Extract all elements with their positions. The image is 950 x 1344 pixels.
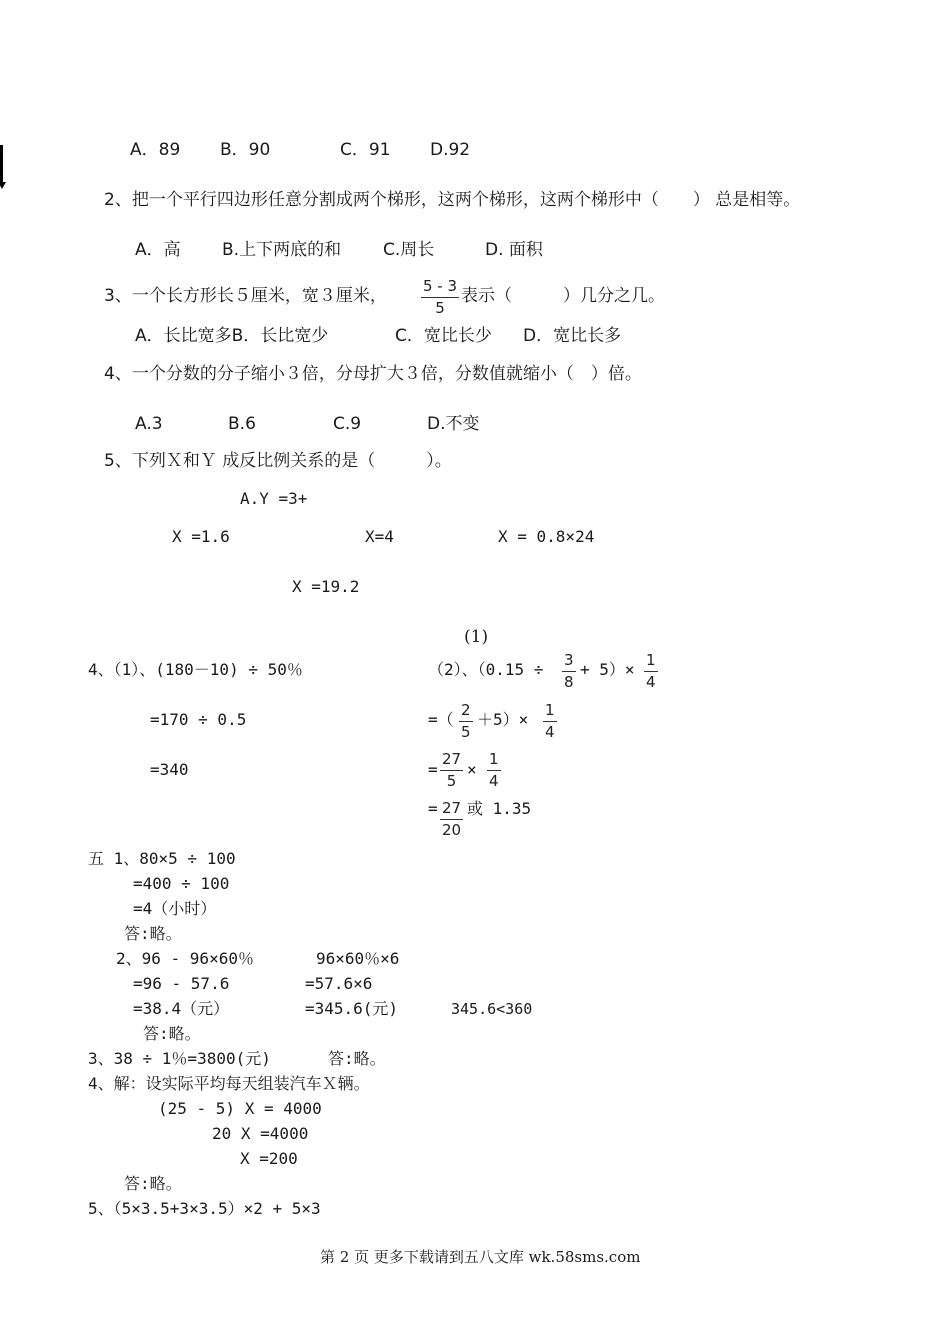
p5-1-line-2: =400 ÷ 100: [133, 874, 230, 893]
q4-question: 4、一个分数的分子缩小３倍，分母扩大３倍，分数值就缩小（ ）倍。: [104, 364, 642, 384]
q2-question: 2、把一个平行四边形任意分割成两个梯形，这两个梯形，这两个梯形中（ ） 总是相等。: [104, 190, 801, 210]
calc1-line-1: 4、（1）、(180－10) ÷ 50％: [88, 660, 303, 679]
fraction-numerator: 1: [489, 750, 499, 768]
calc2-line4-pre: =: [428, 799, 438, 818]
p5-5-line-1: 5、（5×3.5+3×3.5）×2 + 5×3: [88, 1199, 321, 1218]
p5-2-a-line-2: =96 - 57.6: [133, 974, 230, 993]
calc2-line2-pre: =（: [428, 710, 454, 729]
fraction-denominator: 20: [442, 821, 462, 839]
p5-2-b-line-1: 96×60％×6: [316, 949, 400, 968]
calc2-fraction-1-4-a: [644, 652, 658, 691]
p5-4-line-1: 4、解：设实际平均每天组装汽车Ｘ辆。: [88, 1074, 370, 1093]
p5-2-a-line-1: 2、96 - 96×60％: [116, 949, 254, 968]
q1-option-b: B．90: [220, 140, 271, 160]
fraction-denominator: 4: [646, 673, 656, 691]
p5-4-answer: 答:略。: [124, 1174, 182, 1193]
fraction-denominator: 5: [446, 772, 457, 790]
q4-option-b: B.6: [228, 414, 256, 434]
q3-fraction-numerator: 5 - 3: [423, 277, 458, 295]
q3-option-c: C．宽比长少: [395, 326, 492, 346]
q4-option-d: D.不变: [427, 414, 480, 434]
calc2-line1-mid: + 5）×: [580, 660, 635, 679]
calc1-line-3: =340: [150, 760, 189, 779]
calc2-line4-post: 或 1.35: [467, 799, 532, 818]
calc2-fraction-27-5: [440, 751, 463, 790]
p5-2-comparison: 345.6<360: [451, 1000, 533, 1018]
q2-option-a: A．高: [135, 240, 181, 260]
q3-option-d: D．宽比长多: [523, 326, 622, 346]
q2-option-b: B.上下两底的和: [222, 240, 342, 260]
fraction-denominator: 4: [489, 772, 499, 790]
calc2-line1-pre: （2）、（0.15 ÷: [428, 660, 544, 679]
calc2-fraction-1-4-c: [487, 751, 501, 790]
q5-x-value-1: X =1.6: [172, 527, 230, 546]
fraction-numerator: 3: [564, 651, 574, 669]
calc2-line2-mid: ＋5）×: [477, 710, 529, 729]
calc2-fraction-27-20: [440, 800, 463, 839]
q5-question: 5、下列Ｘ和Ｙ 成反比例关系的是（ ）。: [104, 451, 452, 471]
p5-2-b-line-2: =57.6×6: [305, 974, 373, 993]
q3-question-part1: 3、一个长方形长５厘米，宽３厘米，: [104, 286, 387, 306]
q4-option-a: A.3: [135, 414, 163, 434]
q5-x-value-3: X = 0.8×24: [498, 527, 595, 546]
calc2-fraction-2-5: [459, 702, 473, 741]
calc1-line-2: =170 ÷ 0.5: [150, 710, 247, 729]
p5-2-answer: 答:略。: [143, 1024, 201, 1043]
q1-option-c: C．91: [340, 140, 391, 160]
q5-x-value-2: X=4: [365, 527, 394, 546]
fraction-denominator: 8: [564, 673, 574, 691]
left-margin-marker: [0, 145, 3, 183]
fraction-numerator: 27: [442, 750, 462, 768]
q5-option-a: A.Y =3+: [240, 489, 308, 508]
calc2-fraction-1-4-b: [543, 702, 557, 741]
calc2-line3-pre: =: [428, 760, 438, 779]
p5-1-line-3: =4（小时）: [133, 899, 217, 918]
fraction-denominator: 4: [545, 723, 555, 741]
p5-4-line-4: X =200: [240, 1149, 298, 1168]
p5-1-line-1: 五 1、80×5 ÷ 100: [88, 849, 236, 868]
q3-fraction: [421, 278, 459, 317]
p5-4-line-3: 20 X =4000: [212, 1124, 309, 1143]
p5-3-answer: 答:略。: [328, 1049, 386, 1068]
p5-2-b-line-3: =345.6(元): [305, 999, 399, 1018]
q2-option-c: C.周长: [383, 240, 435, 260]
fraction-numerator: 1: [646, 651, 656, 669]
page-footer: 第 2 页 更多下载请到五八文库 wk.58sms.com: [320, 1248, 641, 1266]
q4-option-c: C.9: [333, 414, 362, 434]
calc2-line3-mid: ×: [467, 760, 477, 779]
p5-4-line-2: (25 - 5) X = 4000: [158, 1099, 322, 1118]
fraction-numerator: 1: [545, 701, 555, 719]
q3-option-ab: A．长比宽多B．长比宽少: [135, 326, 329, 346]
q1-option-d: D.92: [430, 140, 471, 160]
q3-fraction-denominator: 5: [435, 299, 445, 317]
section-header: (1): [464, 627, 489, 647]
q3-question-part2: 表示（ ）几分之几。: [461, 286, 665, 306]
p5-1-answer: 答:略。: [124, 924, 182, 943]
fraction-numerator: 2: [461, 701, 471, 719]
q5-x-value-4: X =19.2: [292, 577, 360, 596]
fraction-denominator: 5: [461, 723, 471, 741]
p5-2-a-line-3: =38.4（元）: [133, 999, 230, 1018]
p5-3-equation: 3、38 ÷ 1％=3800(元): [88, 1049, 271, 1068]
q1-option-a: A．89: [130, 140, 181, 160]
calc2-fraction-3-8: [562, 652, 576, 691]
q2-option-d: D. 面积: [485, 240, 543, 260]
fraction-numerator: 27: [442, 799, 462, 817]
